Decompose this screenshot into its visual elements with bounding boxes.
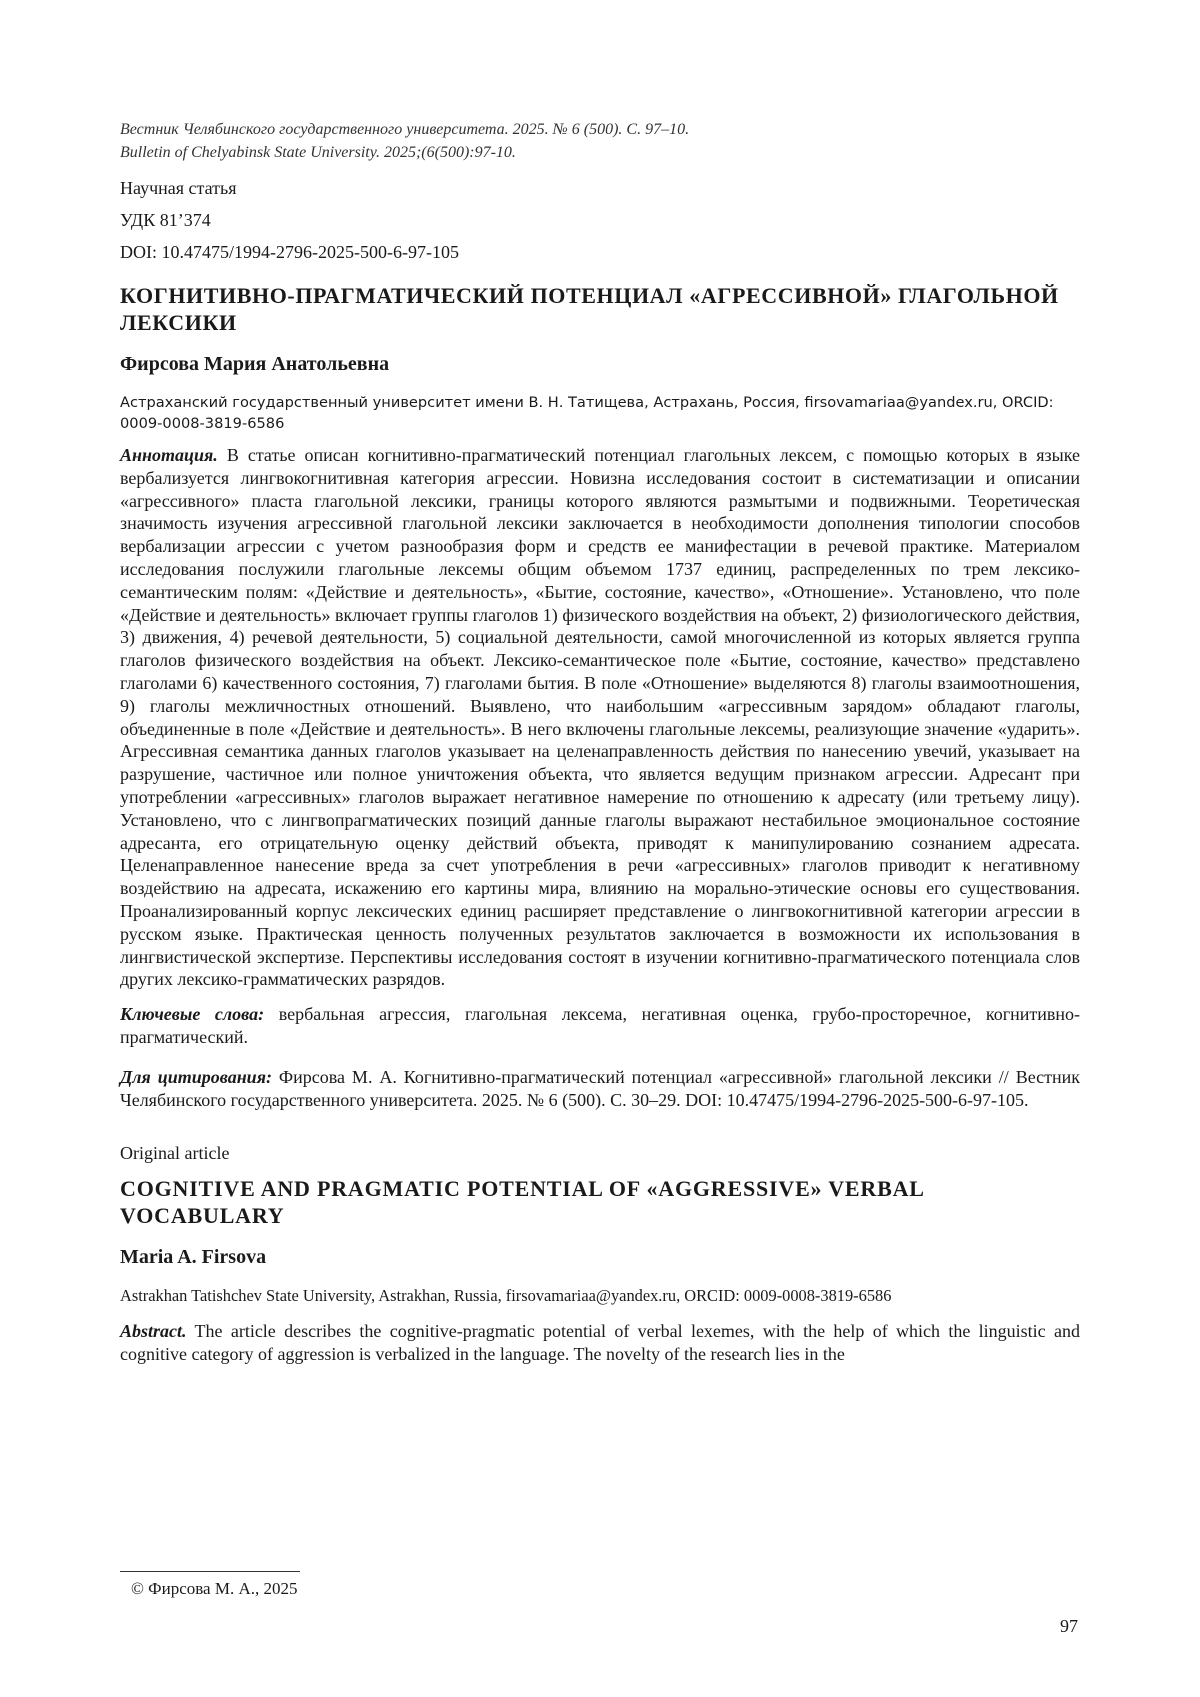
affiliation-ru: Астраханский государственный университет имени В. Н. Татищева, Астрахань, Россия, firsovamariaa@yandex.ru, ORCID: 0009-0008-3819-6586: [120, 394, 1054, 432]
abstract-ru-text: В статье описан когнитивно-прагматический потенциал глагольных лексем, с помощью которых в языке вербализуется лингвокогнитивная категория агрессии. Новизна исследования состоит в систематизации и описании «агрессивного» пласта глагольной лексики, границы которого являются размытыми и подвижными. Теоретическая значимость изучения агрессивной глагольной лексики заключается в необходимости дополнения типологии способов вербализации агрессии с учетом разнообразия форм и средств ее манифестации в речевой практике. Материалом исследования послужили глагольные лексемы общим объемом 1737 единиц, распределенных по трем лексико-семантическим полям: «Действие и деятельность», «Бытие, состояние, качество», «Отношение». Установлено, что поле «Действие и деятельность» включает группы глаголов 1) физического воздействия на объект, 2) физиологического действия, 3) движения, 4) речевой деятельности, 5) социальной деятельности, самой многочисленной из которых является группа глаголов физического воздействия на объект. Лексико-семантическое поле «Бытие, состояние, качество» представлено глаголами 6) качественного состояния, 7) глаголами бытия. В поле «Отношение» выделяются 8) глаголы взаимоотношения, 9) глаголы межличностных отношений. Выявлено, что наибольшим «агрессивным зарядом» обладают глаголы, объединенные в поле «Действие и деятельность». В него включены глагольные лексемы, реализующие значение «ударить». Агрессивная семантика данных глаголов указывает на целенаправленность действия по нанесению увечий, указывает на разрушение, частичное или полное уничтожения объекта, что является ведущим признаком агрессии. Адресант при употреблении «агрессивных» глаголов выражает негативное намерение по отношению к адресату (или третьему лицу). Установлено, что с лингвопрагматических позиций данные глаголы выражают нестабильное эмоциональное состояние адресанта, его отрицательную оценку действий объекта, приводят к манипулированию сознанием адресата. Целенаправленное нанесение вреда за счет употребления в речи «агрессивных» глаголов приводит к негативному воздействию на адресата, искажению его картины мира, влиянию на морально-этические основы его существования. Проанализированный корпус лексических единиц расширяет представление о лингвокогнитивной категории агрессии в русском языке. Практическая ценность полученных результатов заключается в возможности их использования в лингвистической экспертизе. Перспективы исследования состоят в изучении когнитивно-прагматического потенциала слов других лексико-грамматических разрядов.: [120, 445, 1080, 990]
abstract-ru-label: Аннотация.: [120, 445, 218, 465]
copyright-note: © Фирсова М. А., 2025: [131, 1579, 298, 1598]
journal-citation-ru: Вестник Челябинского государственного университета. 2025. № 6 (500). С. 97–10.: [120, 121, 690, 138]
keywords-ru-text: вербальная агрессия, глагольная лексема, негативная оценка, грубо-просторечное, когнитивно-прагматический.: [120, 1004, 1080, 1047]
title-ru: КОГНИТИВНО-ПРАГМАТИЧЕСКИЙ ПОТЕНЦИАЛ «АГРЕССИВНОЙ» ГЛАГОЛЬНОЙ ЛЕКСИКИ: [120, 283, 1059, 335]
citation-ru-text: Фирсова М. А. Когнитивно-прагматический потенциал «агрессивной» глагольной лексики // Вестник Челябинского государственного университета. 2025. № 6 (500). С. 30–29. DOI: 10.47475/1994-2796-2025-500-6-97-105.: [120, 1066, 1080, 1110]
journal-citation-en: Bulletin of Chelyabinsk State University. 2025;(6(500):97-10.: [120, 144, 516, 161]
keywords-ru-label: Ключевые слова:: [120, 1004, 265, 1025]
article-type-en: Original article: [120, 1143, 230, 1164]
abstract-en-text: The article describes the cognitive-pragmatic potential of verbal lexemes, with the help of which the linguistic and cognitive category of aggression is verbalized in the language. The novelty of the research lies in the: [120, 1321, 1080, 1365]
author-en: Maria A. Firsova: [120, 1246, 267, 1269]
abstract-en: [120, 1320, 1080, 1366]
article-first-page: [120, 118, 1080, 1366]
article-type-ru: Научная статья: [120, 178, 237, 198]
affiliation-en: Astrakhan Tatishchev State University, Astrakhan, Russia, firsovamariaa@yandex.ru, ORCID: 0009-0008-3819-6586: [120, 1286, 892, 1306]
abstract-ru: [120, 444, 1080, 991]
title-en: COGNITIVE AND PRAGMATIC POTENTIAL OF «AGGRESSIVE» VERBAL VOCABULARY: [120, 1176, 924, 1229]
page-number: 97: [1060, 1616, 1078, 1636]
keywords-ru: [120, 1003, 1080, 1049]
abstract-en-label: Abstract.: [120, 1321, 187, 1342]
udc-code: УДК 81’374: [120, 210, 211, 230]
author-ru: Фирсова Мария Анатольевна: [120, 353, 390, 375]
citation-ru: [120, 1066, 1080, 1112]
citation-ru-label: Для цитирования:: [120, 1066, 272, 1087]
footnote-divider: [120, 1571, 300, 1572]
doi: DOI: 10.47475/1994-2796-2025-500-6-97-105: [120, 242, 459, 262]
